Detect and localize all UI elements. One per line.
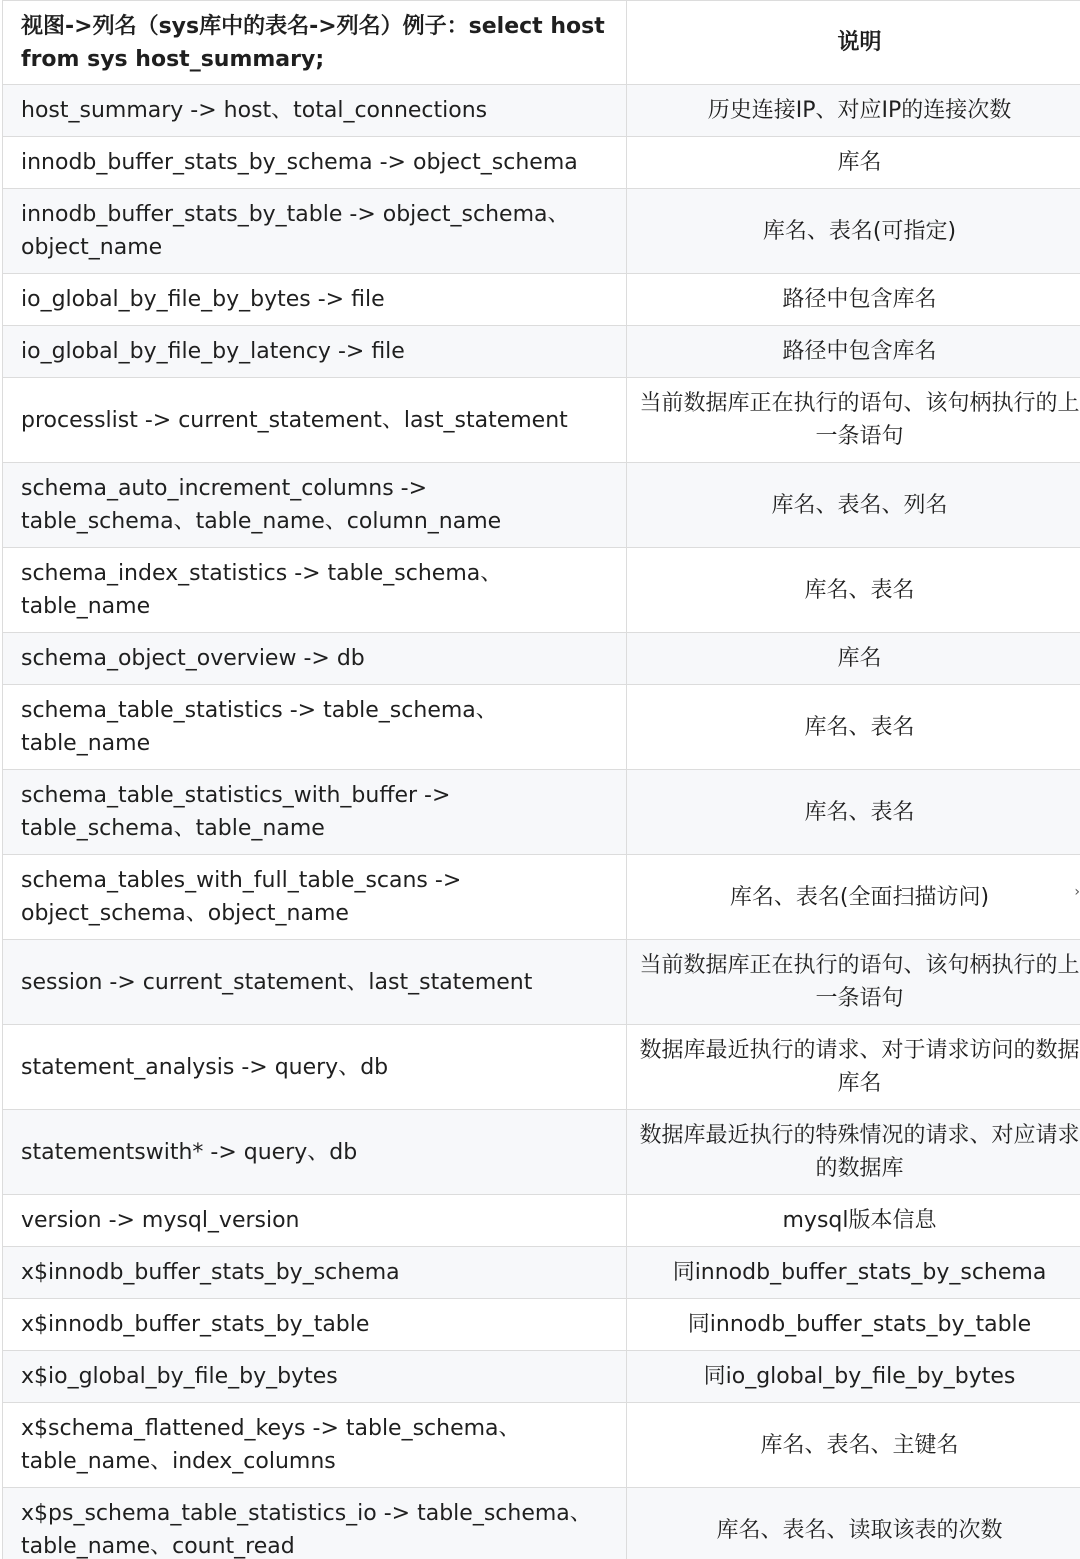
sys-views-table bbox=[2, 0, 1080, 1559]
view-cell: statement_analysis -> query、db bbox=[3, 1025, 627, 1110]
view-cell: session -> current_statement、last_statement bbox=[3, 940, 627, 1025]
table-row bbox=[3, 1195, 1080, 1247]
view-cell: schema_tables_with_full_table_scans -> object_schema、object_name bbox=[3, 855, 627, 940]
table-row bbox=[3, 1110, 1080, 1195]
view-cell: processlist -> current_statement、last_statement bbox=[3, 378, 627, 463]
view-cell: statementswith* -> query、db bbox=[3, 1110, 627, 1195]
description-cell: 同innodb_buffer_stats_by_table bbox=[627, 1299, 1080, 1351]
header-description-column: 说明 bbox=[627, 1, 1080, 85]
table-container bbox=[2, 0, 1080, 1559]
view-cell: version -> mysql_version bbox=[3, 1195, 627, 1247]
edge-marker: › bbox=[1074, 884, 1080, 900]
view-cell: x$ps_schema_table_statistics_io -> table_schema、table_name、count_read bbox=[3, 1488, 627, 1559]
description-cell: 同innodb_buffer_stats_by_schema bbox=[627, 1247, 1080, 1299]
description-cell: 当前数据库正在执行的语句、该句柄执行的上一条语句 bbox=[627, 940, 1080, 1025]
description-cell: 库名、表名 bbox=[627, 548, 1080, 633]
table-row bbox=[3, 940, 1080, 1025]
view-cell: innodb_buffer_stats_by_schema -> object_schema bbox=[3, 137, 627, 189]
description-cell: 库名、表名 bbox=[627, 770, 1080, 855]
table-row bbox=[3, 326, 1080, 378]
view-cell: innodb_buffer_stats_by_table -> object_schema、object_name bbox=[3, 189, 627, 274]
description-cell: 路径中包含库名 bbox=[627, 274, 1080, 326]
description-cell: 库名、表名(全面扫描访问) bbox=[627, 855, 1080, 940]
table-row bbox=[3, 137, 1080, 189]
description-cell: 库名、表名(可指定) bbox=[627, 189, 1080, 274]
view-cell: x$innodb_buffer_stats_by_schema bbox=[3, 1247, 627, 1299]
table-row bbox=[3, 1299, 1080, 1351]
table-row bbox=[3, 274, 1080, 326]
description-cell: 库名、表名、主键名 bbox=[627, 1403, 1080, 1488]
description-cell: mysql版本信息 bbox=[627, 1195, 1080, 1247]
table-row bbox=[3, 85, 1080, 137]
description-cell: 库名、表名、读取该表的次数 bbox=[627, 1488, 1080, 1559]
table-row bbox=[3, 1351, 1080, 1403]
description-cell: 当前数据库正在执行的语句、该句柄执行的上一条语句 bbox=[627, 378, 1080, 463]
description-cell: 同io_global_by_file_by_bytes bbox=[627, 1351, 1080, 1403]
table-row bbox=[3, 1488, 1080, 1559]
table-row bbox=[3, 685, 1080, 770]
view-cell: io_global_by_file_by_bytes -> file bbox=[3, 274, 627, 326]
description-cell: 库名、表名 bbox=[627, 685, 1080, 770]
table-header-row bbox=[3, 1, 1080, 85]
header-view-column: 视图->列名（sys库中的表名->列名）例子：select host from sys host_summary; bbox=[3, 1, 627, 85]
table-row bbox=[3, 770, 1080, 855]
table-row bbox=[3, 1247, 1080, 1299]
view-cell: host_summary -> host、total_connections bbox=[3, 85, 627, 137]
view-cell: schema_auto_increment_columns -> table_schema、table_name、column_name bbox=[3, 463, 627, 548]
description-cell: 数据库最近执行的请求、对于请求访问的数据库名 bbox=[627, 1025, 1080, 1110]
view-cell: x$schema_flattened_keys -> table_schema、table_name、index_columns bbox=[3, 1403, 627, 1488]
view-cell: x$io_global_by_file_by_bytes bbox=[3, 1351, 627, 1403]
table-row bbox=[3, 463, 1080, 548]
view-cell: schema_object_overview -> db bbox=[3, 633, 627, 685]
table-row bbox=[3, 548, 1080, 633]
view-cell: schema_index_statistics -> table_schema、table_name bbox=[3, 548, 627, 633]
description-cell: 数据库最近执行的特殊情况的请求、对应请求的数据库 bbox=[627, 1110, 1080, 1195]
table-row bbox=[3, 378, 1080, 463]
view-cell: schema_table_statistics -> table_schema、table_name bbox=[3, 685, 627, 770]
table-row bbox=[3, 1403, 1080, 1488]
view-cell: schema_table_statistics_with_buffer -> table_schema、table_name bbox=[3, 770, 627, 855]
table-row bbox=[3, 1025, 1080, 1110]
table-body bbox=[3, 85, 1080, 1559]
view-cell: x$innodb_buffer_stats_by_table bbox=[3, 1299, 627, 1351]
table-row bbox=[3, 855, 1080, 940]
table-row bbox=[3, 189, 1080, 274]
description-cell: 历史连接IP、对应IP的连接次数 bbox=[627, 85, 1080, 137]
table-row bbox=[3, 633, 1080, 685]
description-cell: 库名 bbox=[627, 137, 1080, 189]
view-cell: io_global_by_file_by_latency -> file bbox=[3, 326, 627, 378]
description-cell: 路径中包含库名 bbox=[627, 326, 1080, 378]
description-cell: 库名 bbox=[627, 633, 1080, 685]
description-cell: 库名、表名、列名 bbox=[627, 463, 1080, 548]
